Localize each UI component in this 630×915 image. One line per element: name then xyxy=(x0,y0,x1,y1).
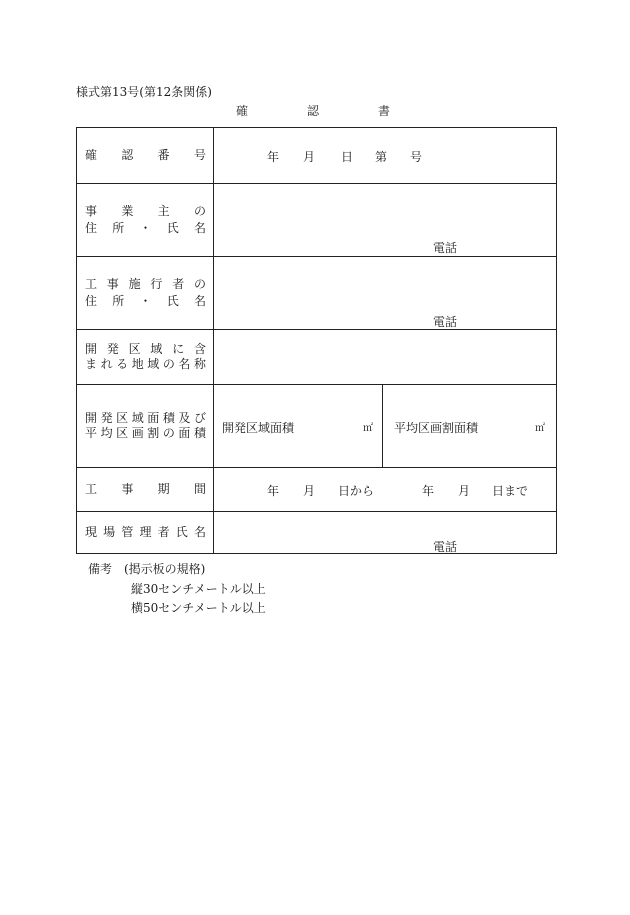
label-line xyxy=(85,426,206,441)
label-line xyxy=(85,147,206,164)
number-suffix-label: 号 xyxy=(410,150,423,164)
end-year-label: 年 xyxy=(422,484,435,498)
row-site-manager xyxy=(77,511,556,553)
label-line xyxy=(85,524,206,541)
year-label: 年 xyxy=(267,150,280,164)
label-line xyxy=(85,276,206,293)
area-name-label xyxy=(77,330,214,384)
row-contractor xyxy=(77,256,556,329)
label-line xyxy=(85,357,206,372)
label-char: 割 xyxy=(147,426,160,440)
start-year-label: 年 xyxy=(267,484,280,498)
label-line xyxy=(85,293,206,310)
label-char: に xyxy=(172,342,185,356)
label-char: 及 xyxy=(178,411,191,425)
label-char: 域 xyxy=(131,411,144,425)
label-char: 住 xyxy=(85,221,98,235)
average-lot-area-unit: ㎡ xyxy=(535,423,545,434)
label-char: ・ xyxy=(139,294,152,308)
label-line xyxy=(85,411,206,426)
row-area-name xyxy=(77,329,556,384)
label-char: 所 xyxy=(112,294,125,308)
label-char: 面 xyxy=(147,411,160,425)
label-char: 確 xyxy=(85,148,98,162)
label-char: 主 xyxy=(157,204,170,218)
notes-line: 縦30センチメートル以上 xyxy=(131,582,266,596)
label-line xyxy=(85,481,206,498)
label-char: 理 xyxy=(139,525,152,539)
label-char: 行 xyxy=(150,277,163,291)
contractor-phone-label: 電話 xyxy=(433,315,458,329)
end-day-label: 日まで xyxy=(492,484,529,498)
day-label: 日 xyxy=(341,150,354,164)
label-char: 期 xyxy=(157,482,170,496)
label-char: ま xyxy=(85,357,98,371)
owner-phone-label: 電話 xyxy=(433,241,458,255)
contractor-label xyxy=(77,257,214,329)
label-line xyxy=(85,203,206,220)
row-period xyxy=(77,467,556,511)
label-char: の xyxy=(162,426,175,440)
label-char: 名 xyxy=(178,357,191,371)
label-char: 含 xyxy=(193,342,206,356)
label-char: 施 xyxy=(128,277,141,291)
label-char: 積 xyxy=(162,411,175,425)
label-char: 管 xyxy=(121,525,134,539)
label-char: 事 xyxy=(106,277,119,291)
period-field xyxy=(213,468,556,511)
label-char: 画 xyxy=(131,426,144,440)
row-area xyxy=(77,384,556,467)
label-char: 事 xyxy=(121,482,134,496)
label-char: 番 xyxy=(157,148,170,162)
confirmation-number-label xyxy=(77,128,214,183)
label-char: 業 xyxy=(121,204,134,218)
notes-line: 横50センチメートル以上 xyxy=(131,601,266,615)
month-label: 月 xyxy=(303,150,316,164)
label-char: 工 xyxy=(85,277,98,291)
label-char: 事 xyxy=(85,204,98,218)
area-field xyxy=(213,385,556,467)
label-char: 氏 xyxy=(166,221,179,235)
label-char: 名 xyxy=(193,221,206,235)
label-char: の xyxy=(193,204,206,218)
label-char: の xyxy=(193,277,206,291)
label-char: 者 xyxy=(157,525,170,539)
contractor-address-name-field xyxy=(213,257,556,329)
label-char: 称 xyxy=(193,357,206,371)
label-char: 住 xyxy=(85,294,98,308)
period-label xyxy=(77,468,214,511)
label-char: 認 xyxy=(121,148,134,162)
label-char: 氏 xyxy=(166,294,179,308)
start-month-label: 月 xyxy=(303,484,316,498)
end-month-label: 月 xyxy=(458,484,471,498)
label-char: 認 xyxy=(306,104,319,118)
row-owner xyxy=(77,183,556,256)
form-number: 様式第13号(第12条関係) xyxy=(76,85,212,99)
label-char: ・ xyxy=(139,221,152,235)
label-char: 工 xyxy=(85,482,98,496)
label-char: れ xyxy=(100,357,113,371)
area-name-field xyxy=(213,330,556,384)
label-char: 域 xyxy=(150,342,163,356)
label-char: び xyxy=(193,411,206,425)
start-day-label: 日から xyxy=(338,484,375,498)
label-char: 間 xyxy=(193,482,206,496)
owner-label xyxy=(77,184,214,256)
label-char: 発 xyxy=(106,342,119,356)
confirmation-number-field xyxy=(213,128,556,183)
label-char: 者 xyxy=(172,277,185,291)
development-area-field xyxy=(213,385,383,467)
label-char: 名 xyxy=(193,294,206,308)
development-area-unit: ㎡ xyxy=(363,423,373,434)
site-manager-label xyxy=(77,512,214,553)
label-char: 書 xyxy=(377,104,390,118)
number-prefix-label: 第 xyxy=(375,150,388,164)
label-char: 開 xyxy=(85,411,98,425)
average-lot-area-label: 平均区画割面積 xyxy=(394,421,479,435)
average-lot-area-field xyxy=(383,385,556,467)
label-char: 氏 xyxy=(175,525,188,539)
label-char: 現 xyxy=(85,525,98,539)
label-char: 均 xyxy=(100,426,113,440)
label-char: 確 xyxy=(236,104,249,118)
label-char: 区 xyxy=(116,426,129,440)
label-char: 号 xyxy=(193,148,206,162)
site-manager-phone-label: 電話 xyxy=(433,540,458,554)
label-char: 発 xyxy=(100,411,113,425)
label-line xyxy=(85,342,206,357)
label-char: 地 xyxy=(131,357,144,371)
label-char: る xyxy=(116,357,129,371)
development-area-label: 開発区域面積 xyxy=(222,421,295,435)
label-char: 名 xyxy=(193,525,206,539)
label-char: 開 xyxy=(85,342,98,356)
owner-address-name-field xyxy=(213,184,556,256)
label-char: 域 xyxy=(147,357,160,371)
document-title xyxy=(236,104,390,118)
label-char: 区 xyxy=(116,411,129,425)
label-char: 区 xyxy=(128,342,141,356)
label-char: 平 xyxy=(85,426,98,440)
notes-heading: 備考 (掲示板の規格) xyxy=(88,562,206,576)
area-label xyxy=(77,385,214,467)
label-char: 所 xyxy=(112,221,125,235)
label-char: 積 xyxy=(193,426,206,440)
label-line xyxy=(85,220,206,237)
row-confirmation-number xyxy=(77,128,556,183)
label-char: 場 xyxy=(103,525,116,539)
label-char: の xyxy=(162,357,175,371)
label-char: 面 xyxy=(178,426,191,440)
form-table xyxy=(76,127,557,554)
site-manager-field xyxy=(213,512,556,553)
